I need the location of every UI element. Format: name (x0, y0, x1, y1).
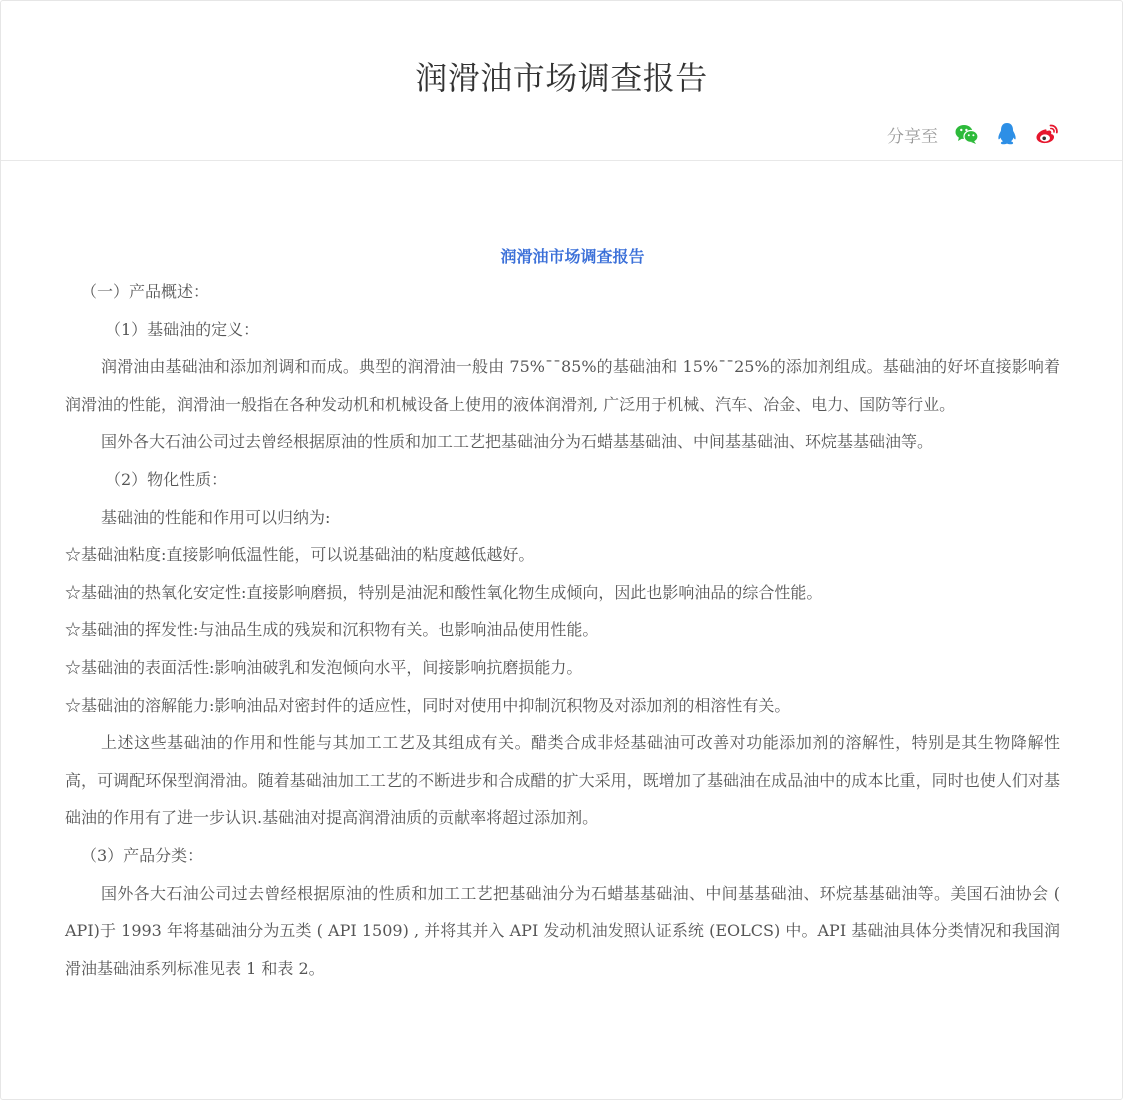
list-item: ☆基础油粘度:直接影响低温性能，可以说基础油的粘度越低越好。 (65, 545, 535, 565)
article-body (1, 243, 1122, 987)
weibo-icon[interactable] (1034, 121, 1060, 147)
doc-heading: 润滑油市场调查报告 (500, 247, 645, 266)
list-item: ☆基础油的挥发性:与油品生成的残炭和沉积物有关。也影响油品使用性能。 (65, 620, 599, 640)
wechat-icon[interactable] (954, 121, 980, 147)
qq-icon[interactable] (994, 121, 1020, 147)
list-item: ☆基础油的表面活性:影响油破乳和发泡倾向水平，间接影响抗磨损能力。 (65, 657, 583, 677)
subsection-heading: （3）产品分类： (81, 845, 204, 865)
share-bar (887, 121, 1060, 147)
subsection-heading: （1）基础油的定义： (105, 319, 260, 339)
list-item: ☆基础油的热氧化安定性:直接影响磨损，特别是油泥和酸性氧化物生成倾向，因此也影响油品的综合性能。 (65, 582, 823, 602)
paragraph: 基础油的性能和作用可以归纳为: (101, 507, 331, 527)
paragraph: 国外各大石油公司过去曾经根据原油的性质和加工工艺把基础油分为石蜡基基础油、中间基基础油、环烷基基础油等。美国石油协会 ( API)于 1993 年将基础油分为五类 ( API 1509) , 并将其并入 API 发动机油发照认证系统 (EOLCS) 中。API 基础油具体分类情况和我国润滑油基础油系列标准见表 1 和表 2。 (65, 883, 1060, 978)
paragraph: 上述这些基础油的作用和性能与其加工工艺及其组成有关。醋类合成非烃基础油可改善对功能添加剂的溶解性，特别是其生物降解性高，可调配环保型润滑油。随着基础油加工工艺的不断进步和合成醋的扩大采用，既增加了基础油在成品油中的成本比重，同时也使人们对基础油的作用有了进一步认识.基础油对提高润滑油质的贡献率将超过添加剂。 (65, 733, 1060, 828)
section-heading: （一）产品概述： (81, 282, 210, 301)
paragraph: 润滑油由基础油和添加剂调和而成。典型的润滑油一般由 75%¯¯85%的基础油和 15%¯¯25%的添加剂组成。基础油的好坏直接影响着润滑油的性能，润滑油一般指在各种发动机和机械设备上使用的液体润滑剂, 广泛用于机械、汽车、冶金、电力、国防等行业。 (65, 357, 1060, 414)
article-header (1, 1, 1122, 161)
subsection-heading: （2）物化性质： (105, 469, 228, 489)
page-title: 润滑油市场调查报告 (415, 59, 708, 97)
list-item: ☆基础油的溶解能力:影响油品对密封件的适应性，同时对使用中抑制沉积物及对添加剂的相溶性有关。 (65, 695, 791, 715)
paragraph: 国外各大石油公司过去曾经根据原油的性质和加工工艺把基础油分为石蜡基基础油、中间基基础油、环烷基基础油等。 (101, 432, 934, 452)
share-label: 分享至 (887, 126, 938, 147)
